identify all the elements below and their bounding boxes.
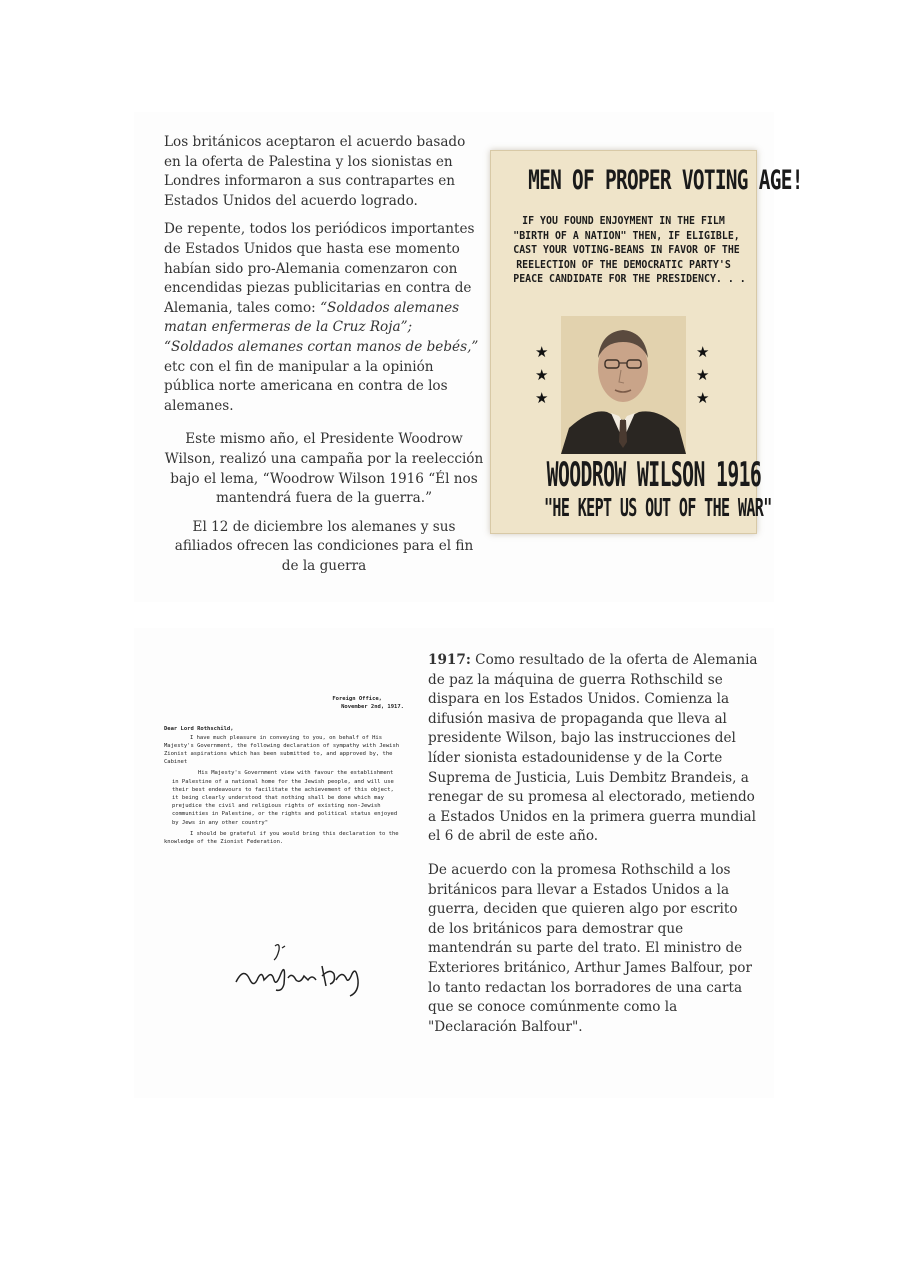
- letter-date: November 2nd, 1917.: [341, 704, 404, 711]
- poster-body-line: PEACE CANDIDATE FOR THE PRESIDENCY. . .: [513, 272, 746, 285]
- poster-body-line: REELECTION OF THE DEMOCRATIC PARTY'S: [516, 257, 731, 271]
- wilson-portrait: [561, 316, 686, 454]
- letter-office: Foreign Office,: [332, 696, 382, 702]
- paragraph-agreement: Los británicos aceptaron el acuerdo basado en la oferta de Palestina y los sionistas en Londres informaron a sus contrapartes en Estados Unidos del acuerdo logrado.: [164, 134, 466, 209]
- letter-paragraph: I should be grateful if you would bring this declaration to the knowledge of the Zionist Federation.: [164, 830, 399, 846]
- paragraph-1917: [428, 651, 758, 847]
- star-icon: ★: [696, 366, 710, 384]
- star-icon: ★: [535, 366, 549, 384]
- poster-body-line: IF YOU FOUND ENJOYMENT IN THE FILM: [522, 214, 725, 227]
- campaign-poster: [490, 150, 803, 534]
- paragraph-balfour: De acuerdo con la promesa Rothschild a los británicos para llevar a Estados Unidos a la guerra, deciden que quieren algo por escrito de los británicos para demostrar que mantendrán su parte del trato. El ministro de Exteriores británico, Arthur James Balfour, por lo tanto redactan los borradores de una carta que se conoce comúnmente como la "Declaración Balfour".: [428, 861, 752, 1035]
- letter-paragraph: I have much pleasure in conveying to you, on behalf of His Majesty's Government, the following declaration of sympathy with Jewish Zionist aspirations which has been submitted to, and approved by, the Cabinet: [164, 734, 400, 766]
- letter-declaration-quote: His Majesty's Government view with favour the establishment in Palestine of a national home for the Jewish people, and will use their best endeavours to facilitate the achievement of this object, it being clearly understood that nothing shall be done which may prejudice the civil and religious rights of existing non-Jewish communities in Palestine, or the rights and political status enjoyed by Jews in any other country": [172, 770, 398, 826]
- star-icon: ★: [535, 389, 549, 407]
- bottom-text-column: [428, 651, 758, 1046]
- newspapers-text-start: De repente, todos los periódicos importantes de Estados Unidos que hasta ese momento habían sido pro-Alemania comenzaron con encendidas piezas publicitarias en contra de Alemania, tales como:: [164, 221, 475, 316]
- letter-salutation: Dear Lord Rothschild,: [164, 726, 234, 733]
- year-1917: 1917:: [428, 652, 471, 668]
- star-icon: ★: [535, 343, 549, 361]
- newspapers-quote: “Soldados alemanes matan enfermeras de la Cruz Roja”; “Soldados alemanes cortan manos de bebés,”: [164, 299, 479, 355]
- paragraph-newspapers: [164, 220, 484, 416]
- star-icon: ★: [696, 389, 710, 407]
- paragraph-1917-text: Como resultado de la oferta de Alemania de paz la máquina de guerra Rothschild se dispara en los Estados Unidos. Comienza la difusión masiva de propaganda que lleva al presidente Wilson, bajo las instrucciones del líder sionista estadounidense y de la Corte Suprema de Justicia, Luis Dembitz Brandeis, a renegar de su promesa al electorado, metiendo a Estados Unidos en la primera guerra mundial el 6 de abril de este año.: [428, 652, 758, 845]
- poster-body: [501, 214, 746, 287]
- poster-candidate-name: WOODROW WILSON 1916: [546, 455, 762, 495]
- paragraph-wilson-campaign: Este mismo año, el Presidente Woodrow Wilson, realizó una campaña por la reelección bajo el lema, “Woodrow Wilson 1916 “Él nos mantendrá fuera de la guerra.”: [164, 431, 484, 507]
- balfour-signature: [230, 940, 365, 1000]
- paragraph-december-12: El 12 de diciembre los alemanes y sus afiliados ofrecen las condiciones para el fin de la guerra: [174, 518, 474, 574]
- poster-body-line: "BIRTH OF A NATION" THEN, IF ELIGIBLE,: [513, 228, 740, 242]
- top-text-column: [164, 133, 484, 585]
- poster-title: MEN OF PROPER VOTING AGE!: [528, 165, 803, 196]
- star-icon: ★: [696, 343, 710, 361]
- poster-body-line: CAST YOUR VOTING-BEANS IN FAVOR OF THE: [513, 243, 740, 256]
- poster-slogan: "HE KEPT US OUT OF THE WAR": [544, 493, 772, 522]
- newspapers-text-end: etc con el fin de manipular a la opinión pública norte americana en contra de los alemanes.: [164, 358, 448, 414]
